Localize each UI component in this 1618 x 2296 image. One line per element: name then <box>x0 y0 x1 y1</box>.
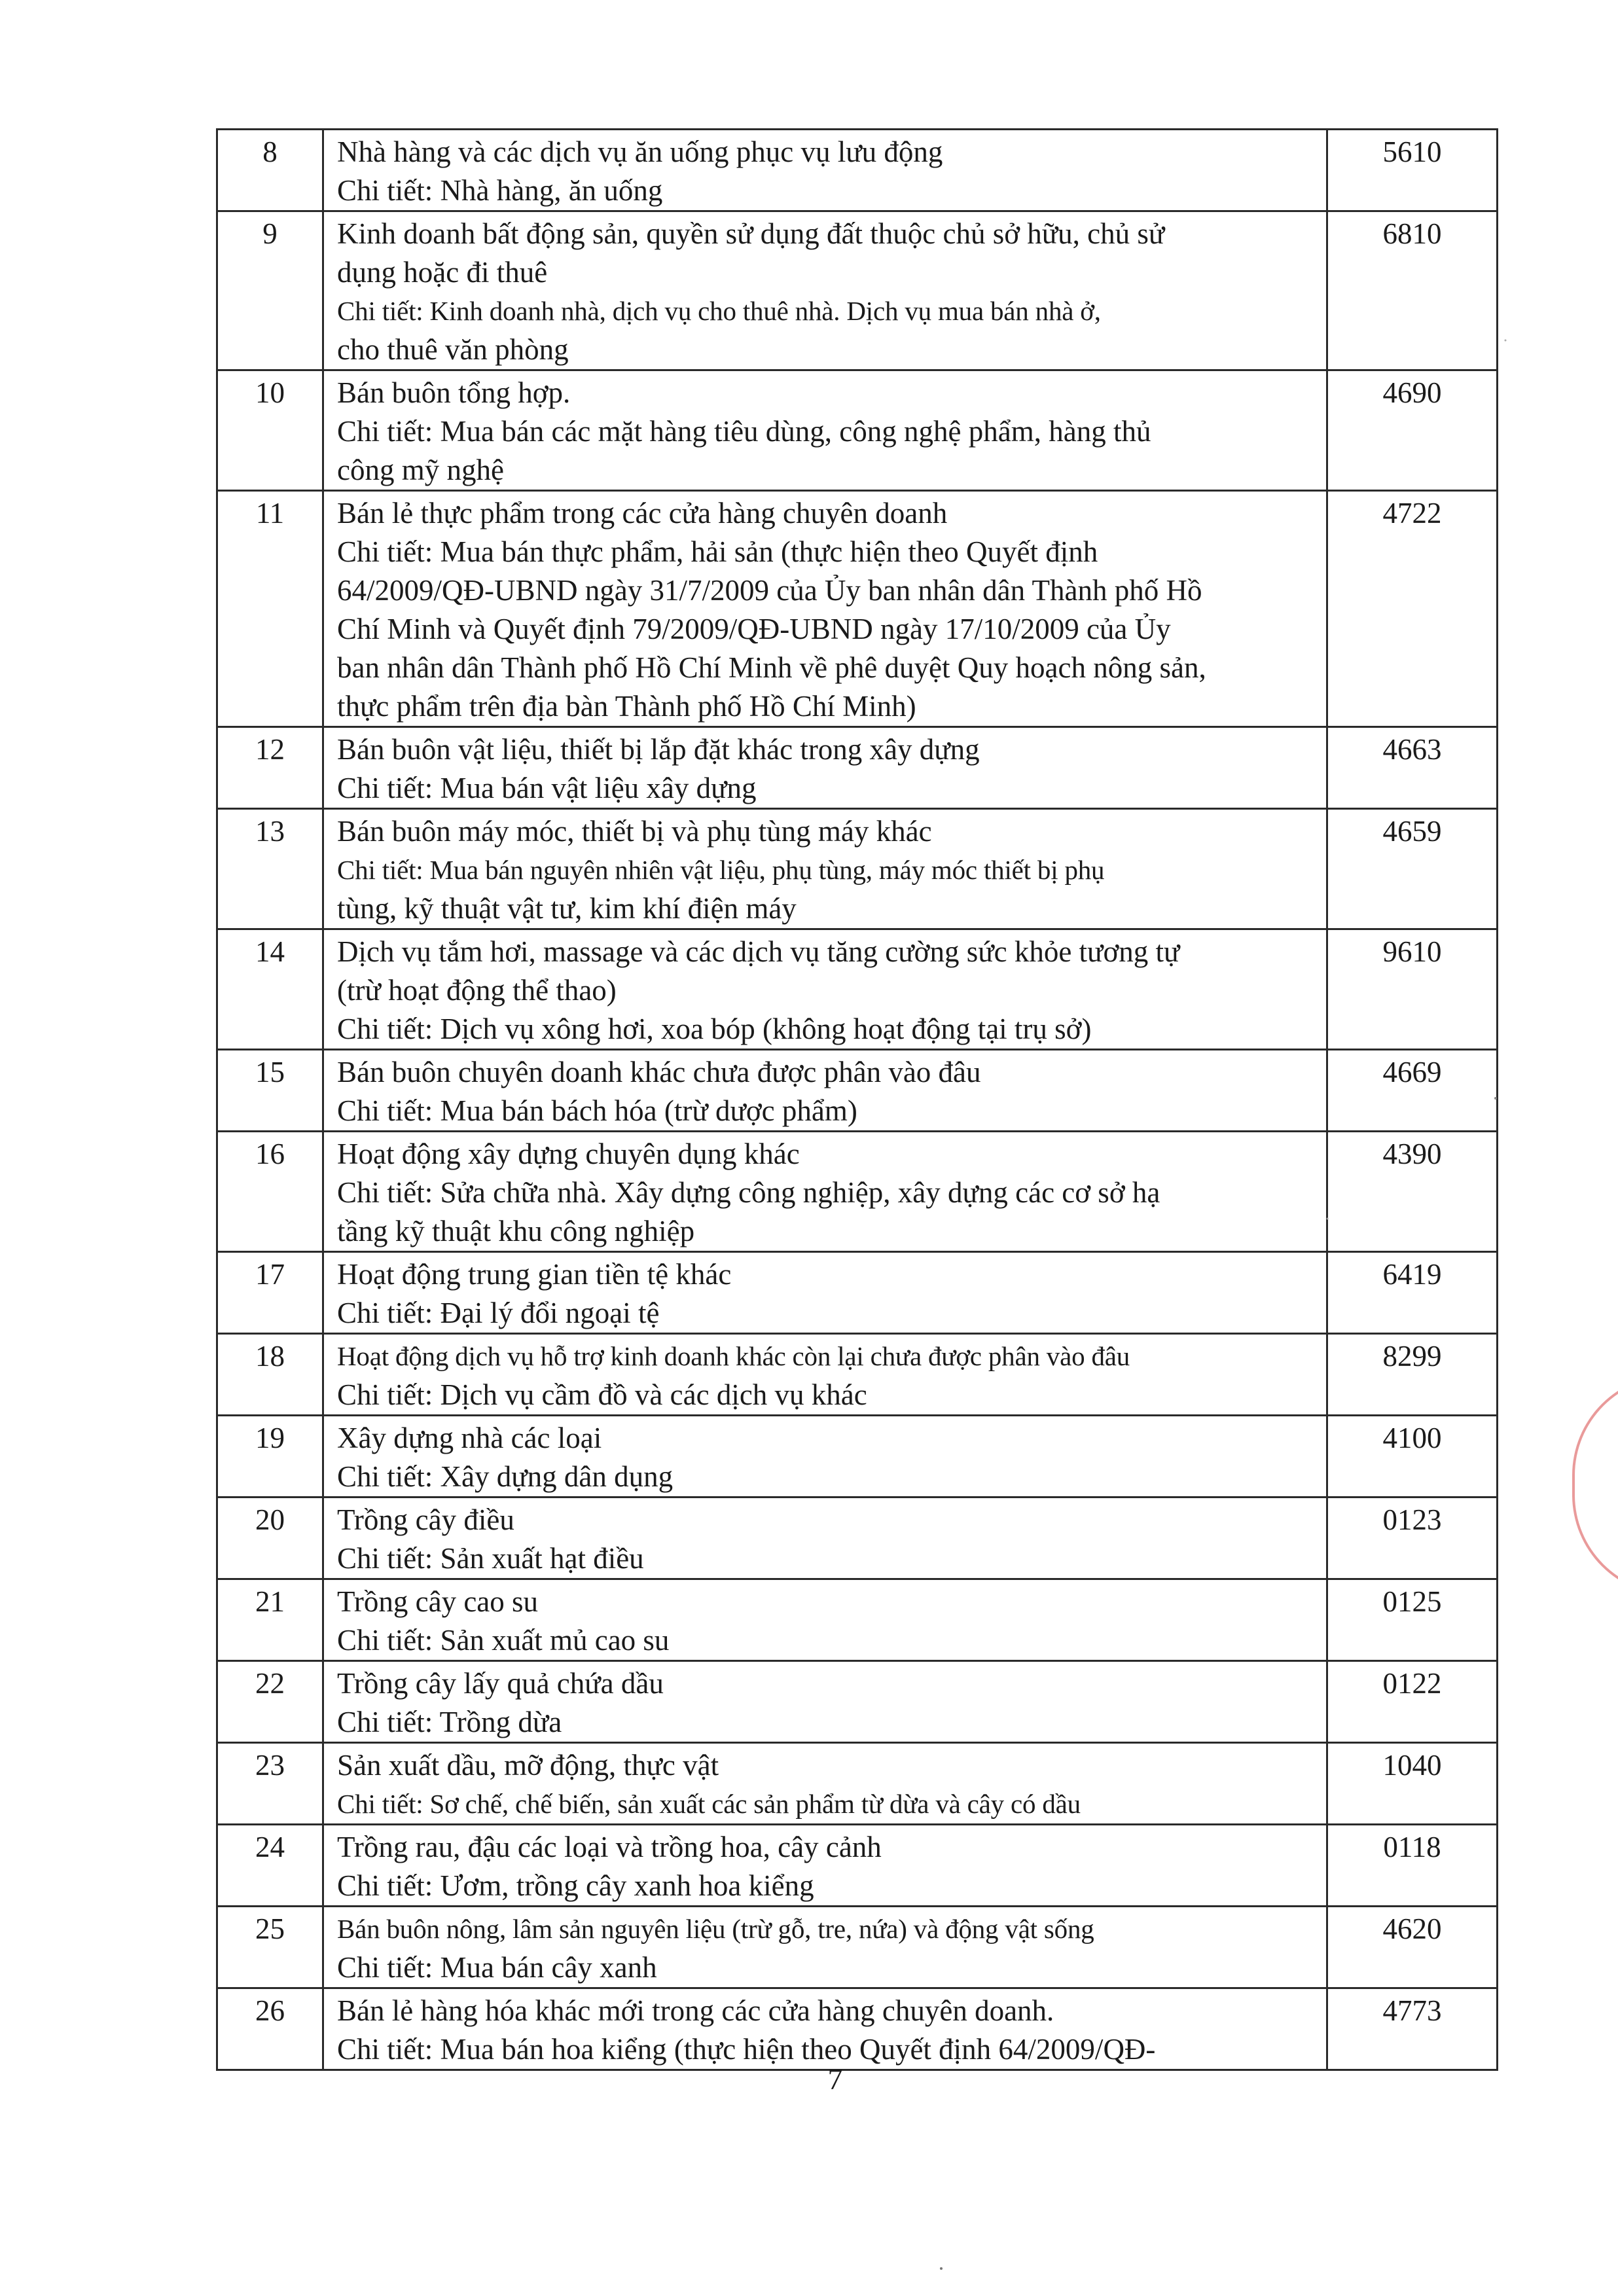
description-line: Chi tiết: Đại lý đổi ngoại tệ <box>337 1297 660 1329</box>
industry-code: 4722 <box>1327 491 1498 727</box>
description-line: Chi tiết: Trồng dừa <box>337 1706 562 1738</box>
description-line: cho thuê văn phòng <box>337 333 569 366</box>
row-number: 10 <box>217 370 323 491</box>
row-number: 16 <box>217 1132 323 1252</box>
table-row <box>217 727 1498 809</box>
row-description <box>323 1132 1327 1252</box>
industry-code: 4669 <box>1327 1050 1498 1132</box>
description-line: Nhà hàng và các dịch vụ ăn uống phục vụ lưu động <box>337 135 943 168</box>
row-number: 20 <box>217 1498 323 1579</box>
description-line: Chi tiết: Nhà hàng, ăn uống <box>337 174 663 207</box>
description-line: Chi tiết: Sản xuất hạt điều <box>337 1542 644 1575</box>
industry-code: 0118 <box>1327 1825 1498 1907</box>
table-row <box>217 809 1498 929</box>
description-line: Bán lẻ hàng hóa khác mới trong các cửa hàng chuyên doanh. <box>337 1994 1054 2027</box>
row-description <box>323 1825 1327 1907</box>
industry-code: 0123 <box>1327 1498 1498 1579</box>
table-row <box>217 929 1498 1050</box>
description-line: Chi tiết: Dịch vụ xông hơi, xoa bóp (không hoạt động tại trụ sở) <box>337 1013 1092 1045</box>
row-number: 9 <box>217 211 323 370</box>
seal-arc <box>1572 1374 1618 1596</box>
industry-code: 4659 <box>1327 809 1498 929</box>
description-line: Bán lẻ thực phẩm trong các cửa hàng chuyên doanh <box>337 497 948 529</box>
description-line: Bán buôn tổng hợp. <box>337 376 571 409</box>
description-line: công mỹ nghệ <box>337 454 504 486</box>
row-description <box>323 1252 1327 1334</box>
table-row <box>217 211 1498 370</box>
description-line: tùng, kỹ thuật vật tư, kim khí điện máy <box>337 892 797 925</box>
description-line: Chi tiết: Mua bán cây xanh <box>337 1951 657 1984</box>
row-description <box>323 727 1327 809</box>
page-number: 7 <box>827 2062 843 2096</box>
description-line: Dịch vụ tắm hơi, massage và các dịch vụ tăng cường sức khỏe tương tự <box>337 935 1180 968</box>
description-line: Hoạt động dịch vụ hỗ trợ kinh doanh khác còn lại chưa được phân vào đâu <box>337 1341 1130 1371</box>
description-line: Bán buôn chuyên doanh khác chưa được phân vào đâu <box>337 1056 981 1088</box>
description-line: Trồng cây cao su <box>337 1585 539 1618</box>
description-line: Trồng rau, đậu các loại và trồng hoa, cây cảnh <box>337 1831 882 1863</box>
table-row <box>217 1132 1498 1252</box>
row-description <box>323 1743 1327 1825</box>
description-line: Chi tiết: Sơ chế, chế biến, sản xuất các sản phẩm từ dừa và cây có dầu <box>337 1789 1081 1819</box>
description-line: (trừ hoạt động thể thao) <box>337 974 617 1007</box>
description-line: ban nhân dân Thành phố Hồ Chí Minh về phê duyệt Quy hoạch nông sản, <box>337 651 1206 684</box>
row-number: 14 <box>217 929 323 1050</box>
row-description <box>323 491 1327 727</box>
table-row <box>217 370 1498 491</box>
description-line: Chí Minh và Quyết định 79/2009/QĐ-UBND ngày 17/10/2009 của Ủy <box>337 613 1171 645</box>
description-line: dụng hoặc đi thuê <box>337 256 548 289</box>
description-line: Chi tiết: Mua bán thực phẩm, hải sản (thực hiện theo Quyết định <box>337 535 1098 568</box>
row-number: 26 <box>217 1988 323 2070</box>
row-number: 25 <box>217 1907 323 1988</box>
row-description <box>323 809 1327 929</box>
row-number: 11 <box>217 491 323 727</box>
row-number: 21 <box>217 1579 323 1661</box>
industry-code: 4620 <box>1327 1907 1498 1988</box>
description-line: Chi tiết: Ươm, trồng cây xanh hoa kiểng <box>337 1869 814 1902</box>
row-description <box>323 1050 1327 1132</box>
industry-code: 4690 <box>1327 370 1498 491</box>
description-line: Chi tiết: Xây dựng dân dụng <box>337 1460 674 1493</box>
row-number: 13 <box>217 809 323 929</box>
description-line: Hoạt động xây dựng chuyên dụng khác <box>337 1138 800 1170</box>
description-line: 64/2009/QĐ-UBND ngày 31/7/2009 của Ủy ban nhân dân Thành phố Hồ <box>337 574 1202 607</box>
row-number: 17 <box>217 1252 323 1334</box>
description-line: thực phẩm trên địa bàn Thành phố Hồ Chí Minh) <box>337 690 916 723</box>
row-description <box>323 1661 1327 1743</box>
row-description <box>323 1334 1327 1416</box>
row-number: 23 <box>217 1743 323 1825</box>
table-row <box>217 1498 1498 1579</box>
table-row <box>217 1825 1498 1907</box>
row-description <box>323 1988 1327 2070</box>
table-row <box>217 1334 1498 1416</box>
description-line: Xây dựng nhà các loại <box>337 1422 602 1454</box>
description-line: Chi tiết: Mua bán nguyên nhiên vật liệu, phụ tùng, máy móc thiết bị phụ <box>337 855 1105 885</box>
industry-code: 8299 <box>1327 1334 1498 1416</box>
row-number: 15 <box>217 1050 323 1132</box>
row-number: 18 <box>217 1334 323 1416</box>
table-row <box>217 1050 1498 1132</box>
industry-code: 6810 <box>1327 211 1498 370</box>
description-line: Chi tiết: Mua bán hoa kiểng (thực hiện theo Quyết định 64/2009/QĐ- <box>337 2033 1156 2066</box>
description-line: tầng kỹ thuật khu công nghiệp <box>337 1215 695 1247</box>
industry-code: 0122 <box>1327 1661 1498 1743</box>
table-row <box>217 491 1498 727</box>
description-line: Bán buôn vật liệu, thiết bị lắp đặt khác trong xây dựng <box>337 733 980 766</box>
row-description <box>323 1907 1327 1988</box>
description-line: Chi tiết: Dịch vụ cầm đồ và các dịch vụ khác <box>337 1378 867 1411</box>
industry-code: 9610 <box>1327 929 1498 1050</box>
description-line: Chi tiết: Sản xuất mủ cao su <box>337 1624 670 1657</box>
table-row <box>217 1252 1498 1334</box>
description-line: Sản xuất dầu, mỡ động, thực vật <box>337 1749 719 1782</box>
table-body <box>217 130 1498 2070</box>
table-row <box>217 130 1498 211</box>
table-row <box>217 1988 1498 2070</box>
row-description <box>323 1498 1327 1579</box>
row-description <box>323 130 1327 211</box>
description-line: Chi tiết: Mua bán vật liệu xây dựng <box>337 772 757 804</box>
table-row <box>217 1661 1498 1743</box>
industry-code: 1040 <box>1327 1743 1498 1825</box>
industry-code: 0125 <box>1327 1579 1498 1661</box>
description-line: Trồng cây lấy quả chứa dầu <box>337 1667 664 1700</box>
description-line: Trồng cây điều <box>337 1503 514 1536</box>
business-lines-table <box>216 128 1498 2071</box>
industry-code: 4390 <box>1327 1132 1498 1252</box>
description-line: Bán buôn máy móc, thiết bị và phụ tùng máy khác <box>337 815 932 848</box>
description-line: Bán buôn nông, lâm sản nguyên liệu (trừ gỗ, tre, nứa) và động vật sống <box>337 1914 1094 1944</box>
row-description <box>323 1579 1327 1661</box>
red-seal-stamp <box>1563 1374 1618 1590</box>
row-number: 22 <box>217 1661 323 1743</box>
industry-code: 5610 <box>1327 130 1498 211</box>
table-row <box>217 1743 1498 1825</box>
description-line: Chi tiết: Kinh doanh nhà, dịch vụ cho thuê nhà. Dịch vụ mua bán nhà ở, <box>337 296 1101 326</box>
speck <box>940 2267 943 2270</box>
industry-code: 4773 <box>1327 1988 1498 2070</box>
row-number: 12 <box>217 727 323 809</box>
table-row <box>217 1416 1498 1498</box>
industry-code: 4663 <box>1327 727 1498 809</box>
description-line: Chi tiết: Sửa chữa nhà. Xây dựng công nghiệp, xây dựng các cơ sở hạ <box>337 1176 1160 1209</box>
speck <box>1505 340 1507 342</box>
description-line: Kinh doanh bất động sản, quyền sử dụng đất thuộc chủ sở hữu, chủ sử <box>337 217 1165 250</box>
row-number: 8 <box>217 130 323 211</box>
row-description <box>323 211 1327 370</box>
row-description <box>323 929 1327 1050</box>
description-line: Hoạt động trung gian tiền tệ khác <box>337 1258 732 1291</box>
row-description <box>323 370 1327 491</box>
table-row <box>217 1579 1498 1661</box>
description-line: Chi tiết: Mua bán bách hóa (trừ dược phẩm) <box>337 1094 857 1127</box>
table-row <box>217 1907 1498 1988</box>
industry-code: 6419 <box>1327 1252 1498 1334</box>
row-number: 24 <box>217 1825 323 1907</box>
industry-code: 4100 <box>1327 1416 1498 1498</box>
description-line: Chi tiết: Mua bán các mặt hàng tiêu dùng, công nghệ phẩm, hàng thủ <box>337 415 1151 448</box>
row-number: 19 <box>217 1416 323 1498</box>
row-description <box>323 1416 1327 1498</box>
